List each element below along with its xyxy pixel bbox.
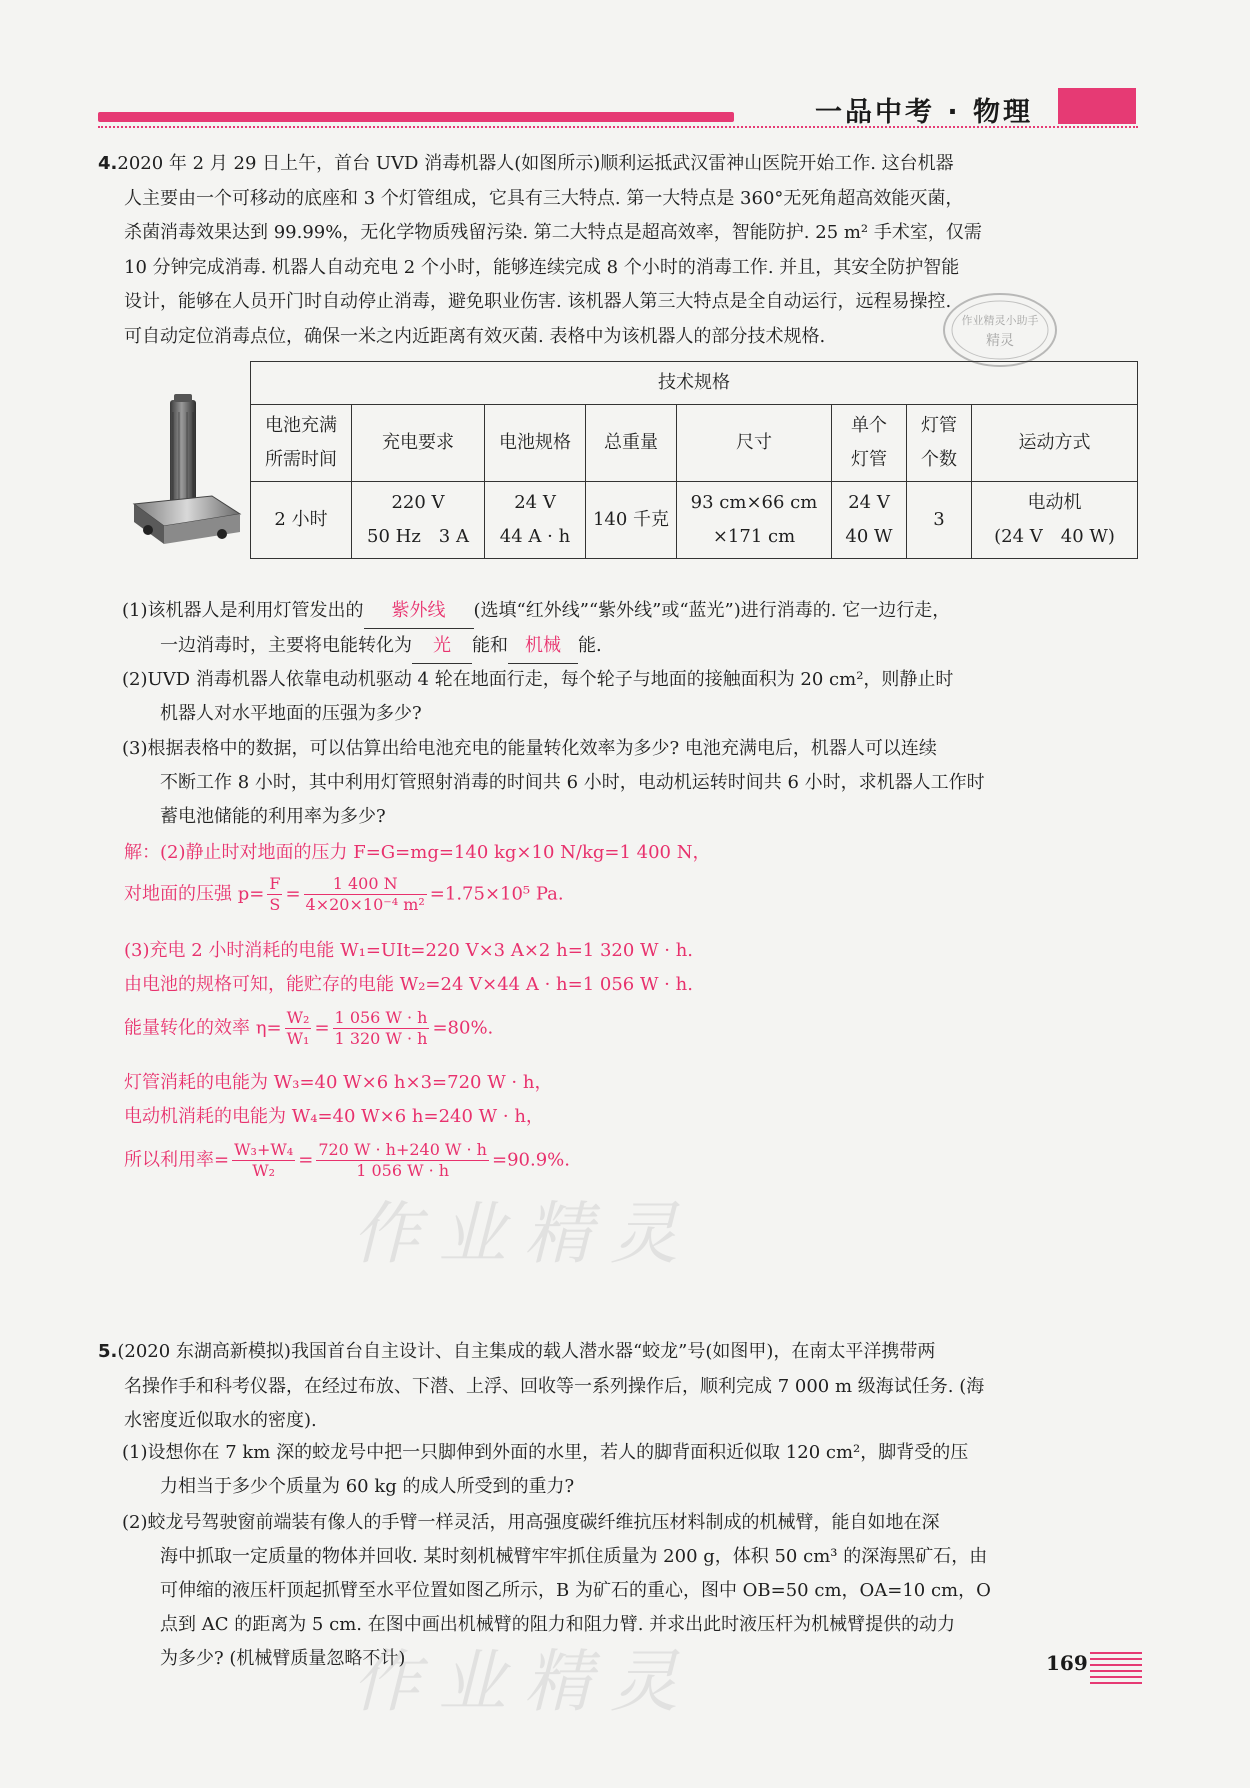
answer-line: (3)充电 2 小时消耗的电能 W₁=UIt=220 V×3 A×2 h=1 320 W · h. — [124, 940, 694, 961]
fraction-denominator: W₁ — [286, 1029, 310, 1048]
q4-subquestion-2 — [122, 663, 1152, 731]
answer-blank: 紫外线 — [364, 594, 474, 629]
fraction-numerator: W₂ — [286, 1008, 310, 1027]
q4-line: 设计，能够在人员开门时自动停止消毒，避免职业伤害. 该机器人第三大特点是全自动运行，远程易操控. — [124, 291, 952, 312]
q4-line: 可自动定位消毒点位，确保一米之内近距离有效灭菌. 表格中为该机器人的部分技术规格. — [124, 325, 826, 347]
tech-spec-table — [250, 361, 1138, 559]
table-header-cell: 电池规格 — [485, 405, 586, 482]
q5-sub2-line: 为多少? (机械臂质量忽略不计) — [160, 1648, 406, 1669]
q5-line: 名操作手和科考仪器，在经过布放、下潜、上浮、回收等一系列操作后，顺利完成 7 000 m 级海试任务. (海 — [124, 1375, 985, 1397]
fraction-numerator: W₃+W₄ — [234, 1140, 294, 1159]
q4-sub2-line: 机器人对水平地面的压强为多少? — [160, 703, 422, 724]
fraction-denominator: 4×20×10⁻⁴ m² — [305, 895, 425, 914]
table-cell: 3 — [907, 482, 972, 559]
answer-blank: 光 — [412, 629, 472, 664]
fraction-numerator: 720 W · h+240 W · h — [318, 1140, 487, 1159]
q5-sub2-line: 海中抓取一定质量的物体并回收. 某时刻机械臂牢牢抓住质量为 200 g，体积 50 cm³ 的深海黑矿石，由 — [160, 1546, 988, 1567]
fraction-denominator: S — [269, 895, 281, 914]
q5-sub2-line: 可伸缩的液压杆顶起抓臂至水平位置如图乙所示，B 为矿石的重心，图中 OB=50 cm，OA=10 cm，O — [160, 1580, 991, 1601]
table-header-cell: 运动方式 — [972, 405, 1138, 482]
fraction — [232, 1140, 295, 1181]
fraction — [333, 1008, 430, 1049]
q4-sub3-line: (3)根据表格中的数据，可以估算出给电池充电的能量转化效率为多少? 电池充满电后，机器人可以连续 — [122, 738, 937, 759]
q4-line: 人主要由一个可移动的底座和 3 个灯管组成，它具有三大特点. 第一大特点是 360°无死角超高效能灭菌， — [124, 187, 964, 209]
table-row — [251, 482, 1138, 559]
q4-sub1-text: 能. — [578, 635, 602, 656]
fraction-numerator: 1 056 W · h — [334, 1008, 428, 1027]
q4-sub2-line: (2)UVD 消毒机器人依靠电动机驱动 4 轮在地面行走，每个轮子与地面的接触面积为 20 cm²，则静止时 — [122, 669, 954, 690]
q5-sub2-line: (2)蛟龙号驾驶窗前端装有像人的手臂一样灵活，用高强度碳纤维抗压材料制成的机械臂，能自如地在深 — [122, 1512, 940, 1533]
q5-subquestion-2 — [122, 1506, 1152, 1676]
answer-line-efficiency: 能量转化的效率 η= $\frac{\text{W₂}}{\text{W₁}}$ = $\frac{1 056 W \cdot h}{1 320 W \cdot h}$ =80%. — [124, 1008, 494, 1048]
answer-blank: 机械 — [508, 629, 578, 664]
header-accent-block — [1058, 88, 1136, 124]
q4-sub1-text: (选填“红外线”“紫外线”或“蓝光”)进行消毒的. 它一边行走， — [473, 600, 951, 621]
q4-subquestion-1 — [122, 594, 1152, 664]
stamp-text-2: 精灵 — [986, 333, 1014, 349]
answer-line: 灯管消耗的电能为 W₃=40 W×6 h×3=720 W · h， — [124, 1072, 553, 1093]
q4-subquestion-3 — [122, 732, 1152, 834]
table-header-cell: 电池充满 所需时间 — [251, 405, 352, 482]
q4-sub3-line: 蓄电池储能的利用率为多少? — [160, 806, 386, 827]
q4-line: 杀菌消毒效果达到 99.99%，无化学物质残留污染. 第二大特点是超高效率，智能防护. 25 m² 手术室，仅需 — [124, 222, 982, 243]
table-header-row — [251, 405, 1138, 482]
q5-line: 水密度近似取水的密度). — [124, 1410, 317, 1431]
page-header-title: 一品中考 · 物理 — [815, 97, 1034, 128]
table-cell: 24 V 40 W — [832, 482, 907, 559]
answer-text: =90.9%. — [491, 1149, 570, 1171]
answer-text: 对地面的压强 p= — [124, 883, 265, 905]
question-5-number: 5. — [98, 1341, 118, 1362]
fraction — [304, 874, 427, 915]
q5-sub1-line: (1)设想你在 7 km 深的蛟龙号中把一只脚伸到外面的水里，若人的脚背面积近似取 120 cm²，脚背受的压 — [122, 1442, 969, 1463]
fraction-numerator: F — [269, 874, 281, 893]
question-5-text — [98, 1335, 1148, 1439]
table-cell: 2 小时 — [251, 482, 352, 559]
q4-line: 10 分钟完成消毒. 机器人自动充电 2 个小时，能够连续完成 8 个小时的消毒工作. 并且，其安全防护智能 — [124, 256, 960, 278]
page-number: 169 — [1046, 1651, 1088, 1675]
q5-sub1-line: 力相当于多少个质量为 60 kg 的成人所受到的重力? — [160, 1476, 575, 1497]
q5-line: (2020 东湖高新模拟)我国首台自主设计、自主集成的载人潜水器“蛟龙”号(如图甲)，在南太平洋携带两 — [117, 1341, 936, 1362]
answer-line: 电动机消耗的电能为 W₄=40 W×6 h=240 W · h， — [124, 1106, 544, 1127]
table-cell: 140 千克 — [586, 482, 677, 559]
answer-line-utilization: 所以利用率= $\frac{\text{W₃+W₄}}{\text{W₂}}$ = $\frac{720 W \cdot h+240 W \cdot h}{1 056 W \cdot h}$ =90.9%. — [124, 1140, 570, 1180]
q4-sub1-text: 一边消毒时，主要将电能转化为 — [160, 635, 412, 656]
fraction — [285, 1008, 312, 1049]
q5-sub2-line: 点到 AC 的距离为 5 cm. 在图中画出机械臂的阻力和阻力臂. 并求出此时液压杆为机械臂提供的动力 — [160, 1614, 956, 1635]
table-header-cell: 灯管 个数 — [907, 405, 972, 482]
answer-line-pressure: 对地面的压强 p= $\frac{F}{S}$ = $\frac{1 400 N}{\text{4×20×10⁻⁴ m²}}$ =1.75×10⁵ Pa. — [124, 874, 564, 914]
table-header-cell: 尺寸 — [677, 405, 832, 482]
q4-sub3-line: 不断工作 8 小时，其中利用灯管照射消毒的时间共 6 小时，电动机运转时间共 6 小时，求机器人工作时 — [160, 772, 985, 793]
question-4-number: 4. — [98, 153, 118, 174]
watermark: 作业精灵 — [352, 1643, 697, 1722]
q4-sub1-text: (1)该机器人是利用灯管发出的 — [122, 600, 364, 621]
fraction-denominator: 1 056 W · h — [356, 1161, 450, 1180]
q5-subquestion-1 — [122, 1436, 1152, 1504]
table-header-cell: 单个 灯管 — [832, 405, 907, 482]
fraction — [316, 1140, 489, 1181]
uvd-robot-image — [126, 392, 246, 552]
q4-line: 2020 年 2 月 29 日上午，首台 UVD 消毒机器人(如图所示)顺利运抵武汉雷神山医院开始工作. 这台机器 — [117, 153, 954, 174]
table-cell: 220 V 50 Hz 3 A — [352, 482, 485, 559]
answer-text: 能量转化的效率 η= — [124, 1017, 282, 1039]
table-cell: 24 V 44 A · h — [485, 482, 586, 559]
answer-text: 所以利用率= — [124, 1149, 230, 1171]
fraction — [267, 874, 282, 915]
q4-sub1-text: 能和 — [472, 635, 508, 656]
table-cell: 电动机 (24 V 40 W) — [972, 482, 1138, 559]
fraction-numerator: 1 400 N — [304, 874, 427, 895]
fraction-denominator: 1 320 W · h — [334, 1029, 428, 1048]
answer-text: =80%. — [432, 1017, 494, 1039]
answer-line: 由电池的规格可知，能贮存的电能 W₂=24 V×44 A · h=1 056 W · h. — [124, 974, 693, 995]
answer-text: =1.75×10⁵ Pa. — [429, 883, 564, 905]
fraction-denominator: W₂ — [252, 1161, 276, 1180]
header-bar — [98, 112, 734, 122]
table-header-cell: 总重量 — [586, 405, 677, 482]
stamp-mark — [940, 290, 1060, 370]
table-header-cell: 充电要求 — [352, 405, 485, 482]
stamp-text-1: 作业精灵小助手 — [961, 314, 1039, 327]
watermark: 作业精灵 — [352, 1195, 697, 1274]
table-title: 技术规格 — [251, 362, 1138, 405]
answer-line: 解：(2)静止时对地面的压力 F=G=mg=140 kg×10 N/kg=1 400 N， — [124, 842, 711, 863]
table-cell: 93 cm×66 cm ×171 cm — [677, 482, 832, 559]
